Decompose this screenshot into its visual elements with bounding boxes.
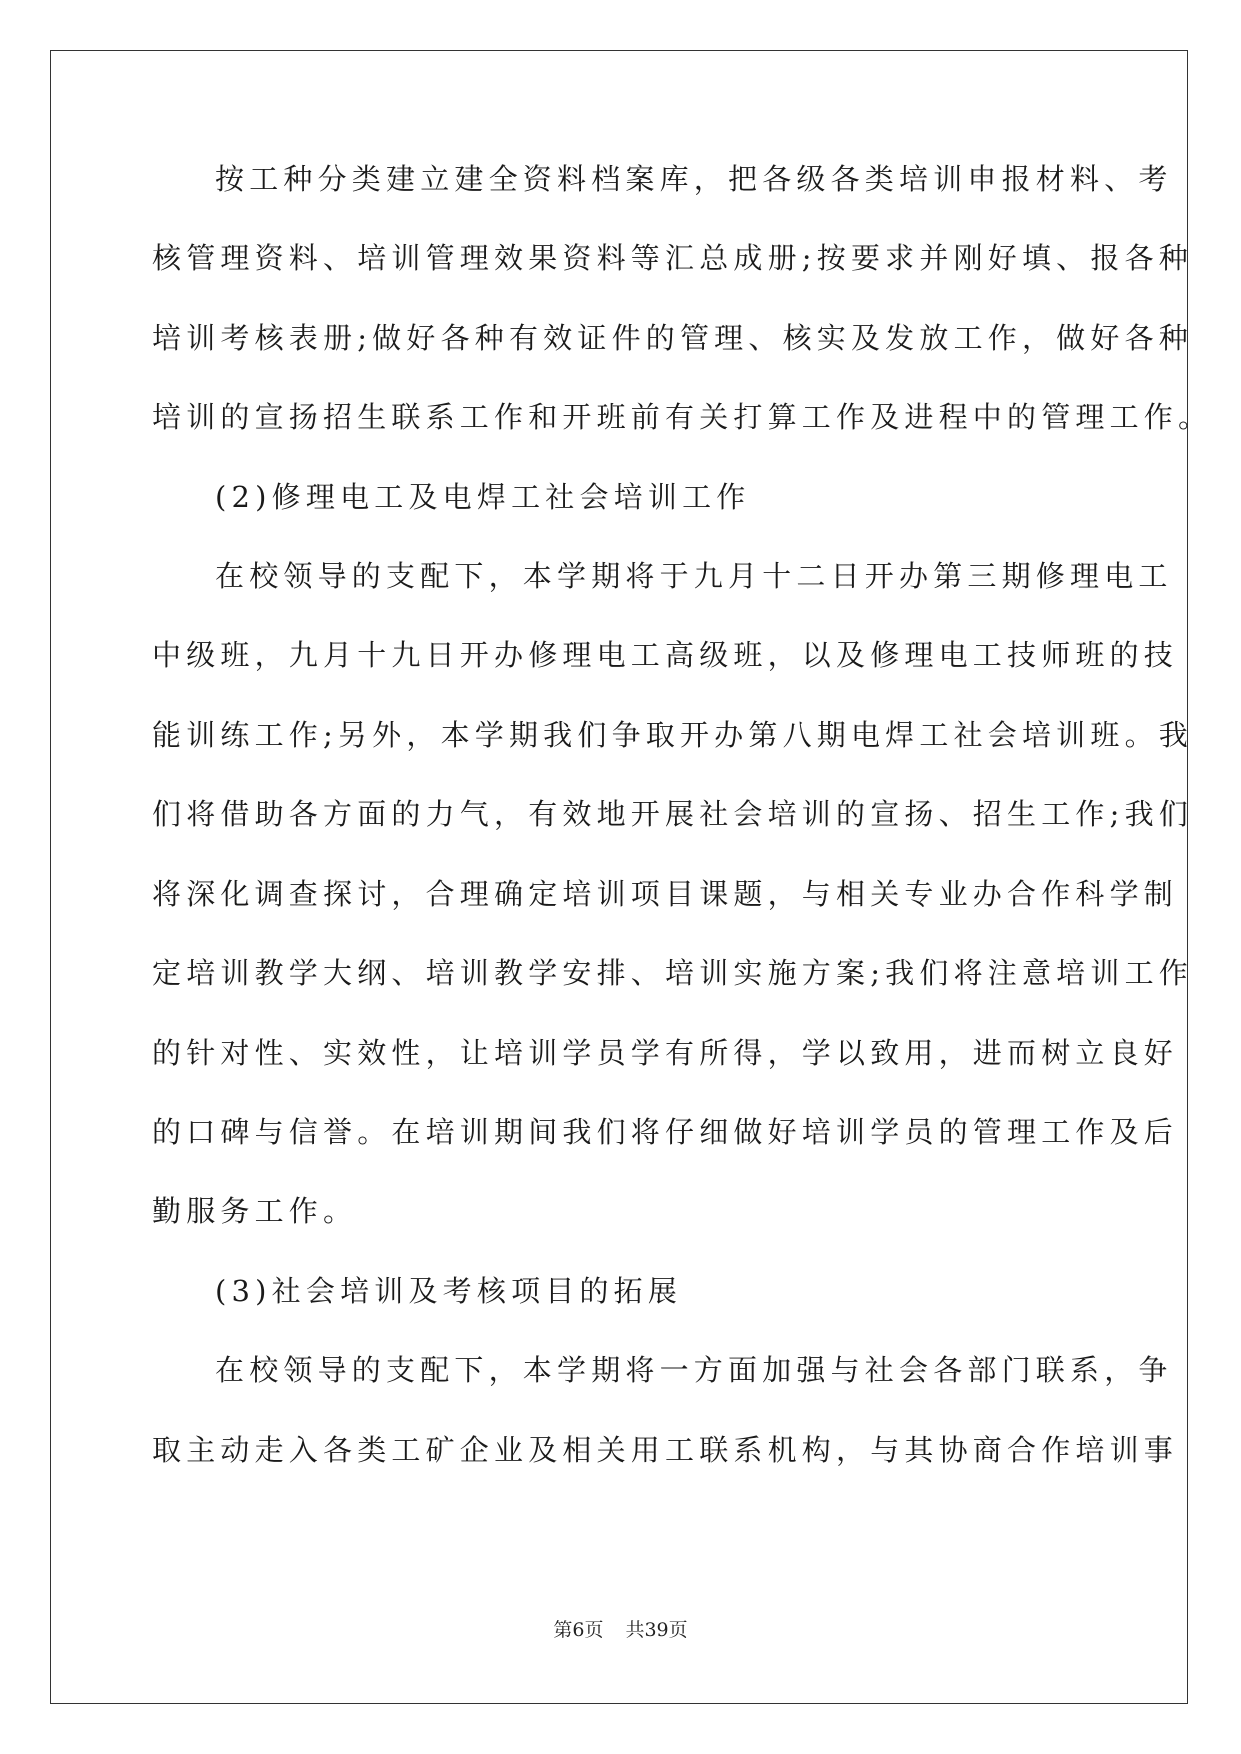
paragraph-line: 的针对性、实效性，让培训学员学有所得，学以致用，进而树立良好: [152, 1036, 1179, 1070]
paragraph-line: 按工种分类建立建全资料档案库，把各级各类培训申报材料、考: [215, 162, 1173, 196]
page-footer: [0, 1617, 1241, 1643]
paragraph-line: 的口碑与信誉。在培训期间我们将仔细做好培训学员的管理工作及后: [152, 1115, 1179, 1149]
paragraph-line: 们将借助各方面的力气，有效地开展社会培训的宣扬、招生工作;我们: [152, 797, 1193, 831]
paragraph-line: 能训练工作;另外，本学期我们争取开办第八期电焊工社会培训班。我: [152, 718, 1193, 752]
paragraph-line: 培训的宣扬招生联系工作和开班前有关打算工作及进程中的管理工作。: [152, 400, 1213, 434]
page-total: 共39页: [625, 1619, 688, 1641]
paragraph-line: 取主动走入各类工矿企业及相关用工联系机构，与其协商合作培训事: [152, 1433, 1179, 1467]
paragraph-line: 培训考核表册;做好各种有效证件的管理、核实及发放工作，做好各种: [152, 321, 1193, 355]
paragraph-line: 在校领导的支配下，本学期将于九月十二日开办第三期修理电工: [215, 559, 1173, 593]
paragraph-line: 中级班，九月十九日开办修理电工高级班，以及修理电工技师班的技: [152, 638, 1179, 672]
page-number: 第6页: [553, 1619, 604, 1641]
paragraph-line: 核管理资料、培训管理效果资料等汇总成册;按要求并刚好填、报各种: [152, 241, 1193, 275]
paragraph-line: 勤服务工作。: [152, 1194, 358, 1228]
section-heading: (3)社会培训及考核项目的拓展: [215, 1274, 683, 1308]
section-heading: (2)修理电工及电焊工社会培训工作: [215, 480, 751, 514]
paragraph-line: 定培训教学大纲、培训教学安排、培训实施方案;我们将注意培训工作: [152, 956, 1193, 990]
paragraph-line: 在校领导的支配下，本学期将一方面加强与社会各部门联系，争: [215, 1353, 1173, 1387]
paragraph-line: 将深化调查探讨，合理确定培训项目课题，与相关专业办合作科学制: [152, 877, 1179, 911]
